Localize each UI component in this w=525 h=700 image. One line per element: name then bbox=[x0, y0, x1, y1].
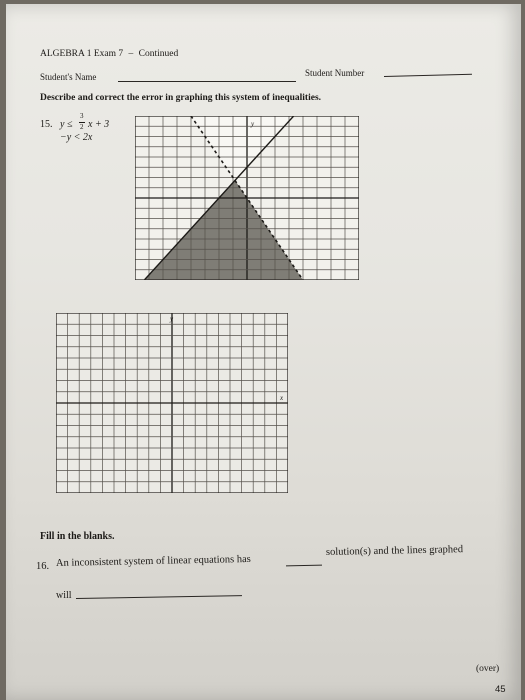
ineq1-left: y ≤ bbox=[60, 119, 73, 130]
answer-graph-y-label: y bbox=[170, 315, 174, 323]
error-graph-y-label: y bbox=[251, 120, 255, 128]
error-graph bbox=[135, 116, 359, 280]
q16-text-2: solution(s) and the lines graphed bbox=[325, 544, 464, 558]
q16-will: will bbox=[56, 590, 72, 601]
answer-graph-x-label: x bbox=[280, 394, 284, 402]
q16-text: An inconsistent system of linear equations has bbox=[55, 553, 251, 569]
exam-title: ALGEBRA 1 Exam 7 bbox=[40, 49, 124, 59]
exam-header bbox=[40, 49, 178, 59]
problem15-instruction: Describe and correct the error in graphing this system of inequalities. bbox=[40, 93, 322, 103]
problem15-number: 15. bbox=[40, 119, 53, 130]
over-label: (over) bbox=[476, 664, 500, 674]
fill-blanks-heading: Fill in the blanks. bbox=[40, 531, 115, 542]
q16-number: 16. bbox=[36, 561, 50, 572]
ineq1-right: x + 3 bbox=[88, 119, 110, 130]
student-name-line[interactable] bbox=[118, 81, 296, 82]
answer-graph-grid bbox=[56, 313, 288, 493]
answer-graph[interactable] bbox=[56, 313, 288, 493]
header-dash: – bbox=[128, 49, 134, 59]
inequality-2: −y < 2x bbox=[60, 132, 93, 143]
ineq1-denominator: 2 bbox=[80, 123, 84, 131]
student-name-label: Student's Name bbox=[40, 72, 97, 82]
ineq1-numerator: 3 bbox=[80, 112, 84, 120]
inequality-1 bbox=[60, 119, 72, 130]
student-number-label: Student Number bbox=[305, 68, 365, 78]
page-number: 45 bbox=[495, 684, 506, 695]
header-continued: Continued bbox=[138, 49, 179, 59]
